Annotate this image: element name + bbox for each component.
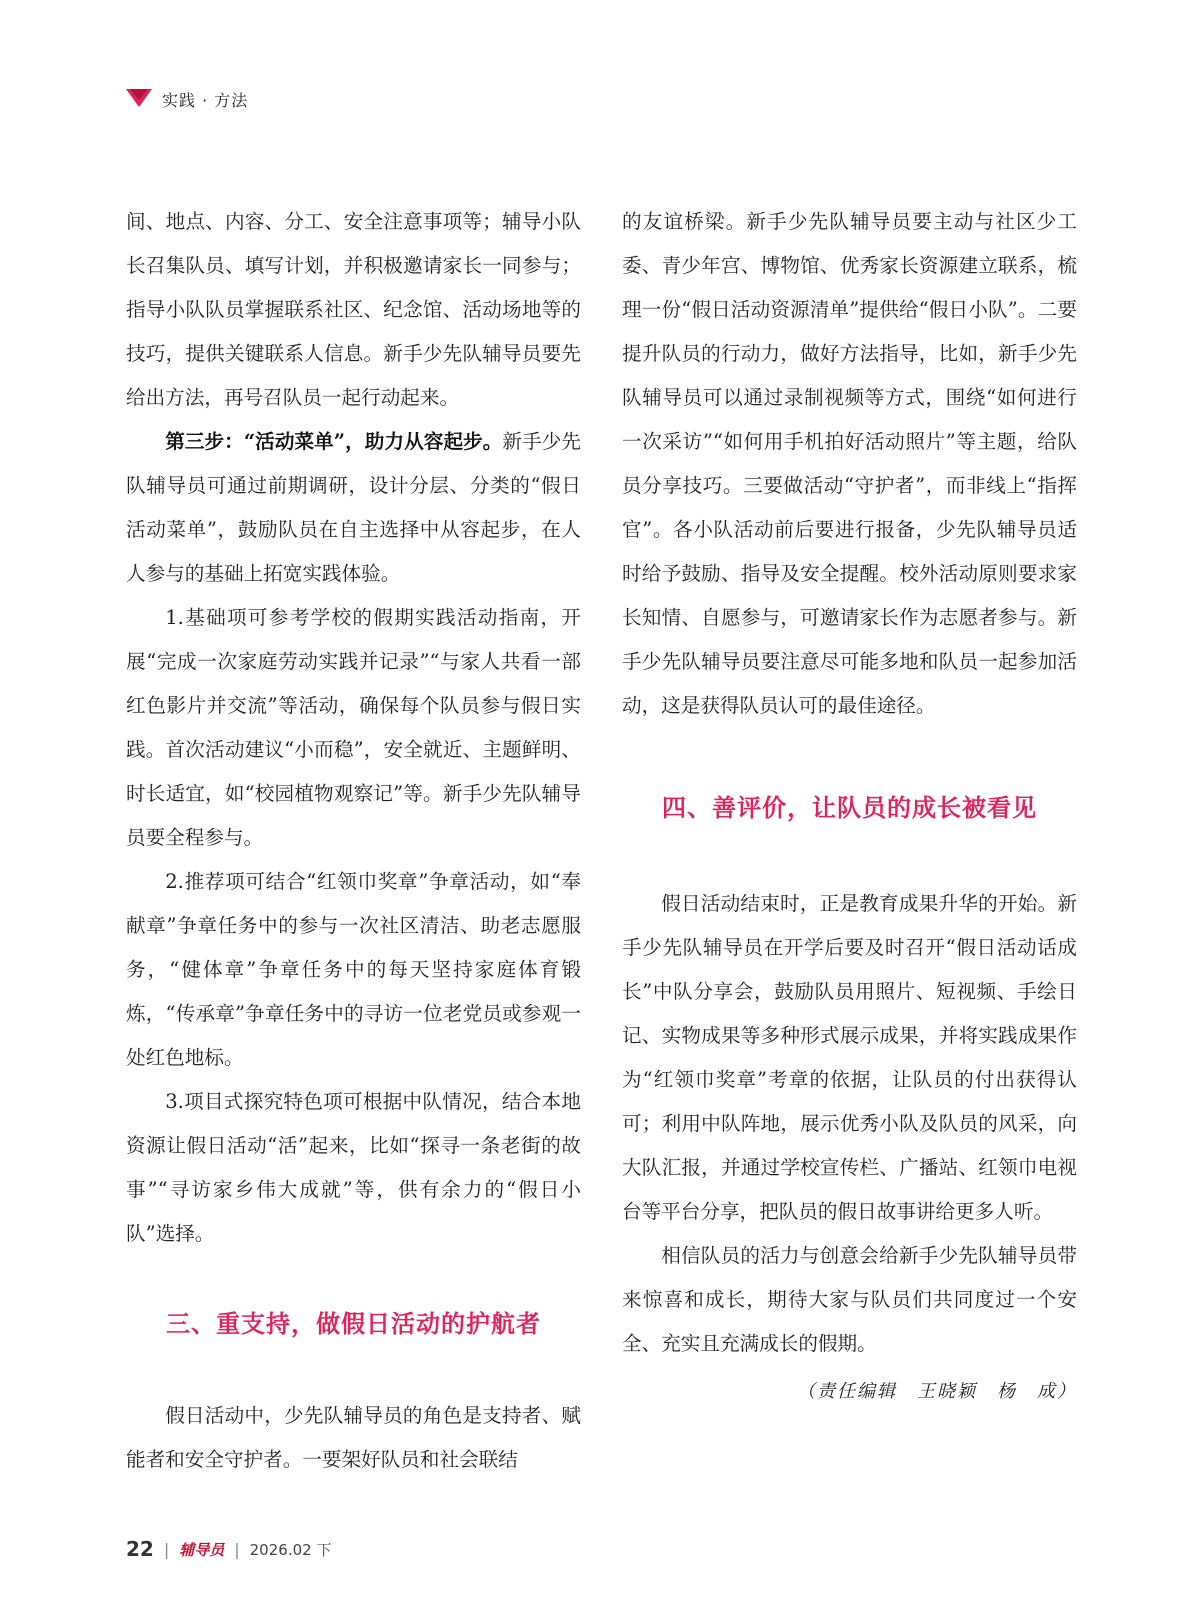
paragraph: 假日活动结束时，正是教育成果升华的开始。新手少先队辅导员在开学后要及时召开“假日活动话成长”中队分享会，鼓励队员用照片、短视频、手绘日记、实物成果等多种形式展示成果，并将实践成果作为“红领巾奖章”考章的依据，让队员的付出获得认可；利用中队阵地，展示优秀小队及队员的风采，向大队汇报，并通过学校宣传栏、广播站、红领巾电视台等平台分享，把队员的假日故事讲给更多人听。 — [622, 892, 1077, 1223]
red-triangle-icon — [126, 89, 152, 109]
magazine-logo: 辅导员 — [179, 1540, 225, 1559]
issue-label: 2026.02 下 — [249, 1540, 332, 1559]
paragraph: 2.推荐项可结合“红领巾奖章”争章活动，如“奉献章”争章任务中的参与一次社区清洁、助老志愿服务，“健体章”争章任务中的每天坚持家庭体育锻炼，“传承章”争章任务中的寻访一位老党员或参观一处红色地标。 — [126, 870, 581, 1069]
editor-credit: （责任编辑 王晓颖 杨 成） — [797, 1381, 1077, 1402]
page-header — [126, 86, 248, 112]
paragraph-step-three — [126, 420, 581, 596]
section-heading-four: 四、善评价，让队员的成长被看见 — [662, 794, 1037, 822]
step-three-lead: 第三步：“活动菜单”，助力从容起步。 — [165, 430, 503, 453]
paragraph: 相信队员的活力与创意会给新手少先队辅导员带来惊喜和成长，期待大家与队员们共同度过一个安全、充实且充满成长的假期。 — [622, 1244, 1077, 1355]
step-three-text: 新手少先队辅导员可通过前期调研，设计分层、分类的“假日活动菜单”，鼓励队员在自主选择中从容起步，在人人参与的基础上拓宽实践体验。 — [126, 430, 581, 585]
divider: | — [234, 1539, 240, 1559]
page-footer — [126, 1537, 331, 1561]
paragraph: 的友谊桥梁。新手少先队辅导员要主动与社区少工委、青少年宫、博物馆、优秀家长资源建立联系，梳理一份“假日活动资源清单”提供给“假日小队”。二要提升队员的行动力，做好方法指导，比如，新手少先队辅导员可以通过录制视频等方式，围绕“如何进行一次采访”“如何用手机拍好活动照片”等主题，给队员分享技巧。三要做活动“守护者”，而非线上“指挥官”。各小队活动前后要进行报备，少先队辅导员适时给予鼓励、指导及安全提醒。校外活动原则要求家长知情、自愿参与，可邀请家长作为志愿者参与。新手少先队辅导员要注意尽可能多地和队员一起参加活动，这是获得队员认可的最佳途径。 — [622, 210, 1077, 717]
page-number: 22 — [126, 1537, 154, 1561]
section-heading-three: 三、重支持，做假日活动的护航者 — [166, 1310, 541, 1338]
paragraph: 1.基础项可参考学校的假期实践活动指南，开展“完成一次家庭劳动实践并记录”“与家人共看一部红色影片并交流”等活动，确保每个队员参与假日实践。首次活动建议“小而稳”，安全就近、主题鲜明、时长适宜，如“校园植物观察记”等。新手少先队辅导员要全程参与。 — [126, 606, 581, 849]
paragraph: 间、地点、内容、分工、安全注意事项等；辅导小队长召集队员、填写计划，并积极邀请家长一同参与；指导小队队员掌握联系社区、纪念馆、活动场地等的技巧，提供关键联系人信息。新手少先队辅导员要先给出方法，再号召队员一起行动起来。 — [126, 210, 581, 409]
section-label: 实践 · 方法 — [162, 90, 249, 110]
left-column — [126, 200, 581, 1482]
paragraph: 假日活动中，少先队辅导员的角色是支持者、赋能者和安全守护者。一要架好队员和社会联结 — [126, 1404, 581, 1471]
right-column — [622, 200, 1077, 1414]
divider: | — [163, 1539, 170, 1559]
paragraph: 3.项目式探究特色项可根据中队情况，结合本地资源让假日活动“活”起来，比如“探寻一条老街的故事”“寻访家乡伟大成就”等，供有余力的“假日小队”选择。 — [126, 1090, 581, 1245]
